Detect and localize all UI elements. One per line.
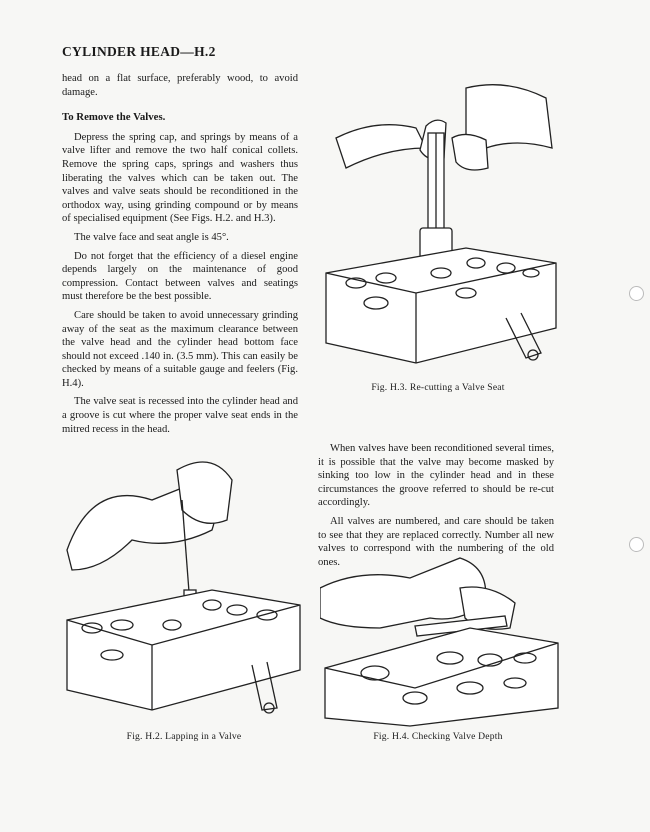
figure-h2-illustration — [62, 440, 306, 724]
section-heading: To Remove the Valves. — [62, 111, 166, 124]
page-title: CYLINDER HEAD—H.2 — [62, 44, 216, 59]
paragraph: Do not forget that the efficiency of a diesel engine depends largely on the maintenance of good compression. Contact between valves and seatings must therefore be the best possible. — [62, 250, 298, 303]
punch-hole — [629, 286, 644, 301]
figure-h4-caption: Fig. H.4. Checking Valve Depth — [373, 731, 503, 742]
figure-h3-illustration — [316, 78, 562, 378]
figure-h3-caption: Fig. H.3. Re-cutting a Valve Seat — [371, 382, 505, 393]
paragraph: The valve face and seat angle is 45°. — [74, 231, 229, 243]
left-text-column — [62, 72, 298, 441]
intro-paragraph: head on a flat surface, preferably wood, to avoid damage. — [62, 73, 298, 98]
paragraph: When valves have been reconditioned several times, it is possible that the valve may become masked by sinking too low in the cylinder head and in these circumstances the groove referred to should be re-cut accordingly. — [318, 443, 554, 509]
punch-hole — [629, 537, 644, 552]
paragraph: The valve seat is recessed into the cylinder head and a groove is cut where the proper valve seat ends in the mitred recess in the head. — [62, 396, 298, 435]
figure-h4-illustration — [320, 548, 560, 728]
figure-h2-caption: Fig. H.2. Lapping in a Valve — [126, 731, 242, 742]
paragraph: Depress the spring cap, and springs by means of a valve lifter and remove the two half conical collets. Remove the spring caps, springs and washers thus liberating the valves which can be taken out. The valves and valve seats should be reconditioned in the orthodox way, using grinding compound or by means of specialised equipment (See Figs. H.2. and H.3). — [62, 131, 298, 225]
paragraph: All valves are numbered, and care should be taken to see that they are replaced correctly. Number all new valves to correspond with the numbering of the old ones. — [318, 515, 554, 568]
paragraph: Care should be taken to avoid unnecessary grinding away of the seat as the maximum clearance between the valve head and the cylinder head bottom face should not exceed .140 in. (3.5 mm). This can easily be checked by means of a suitable gauge and feelers (Fig. H.4). — [62, 309, 298, 389]
